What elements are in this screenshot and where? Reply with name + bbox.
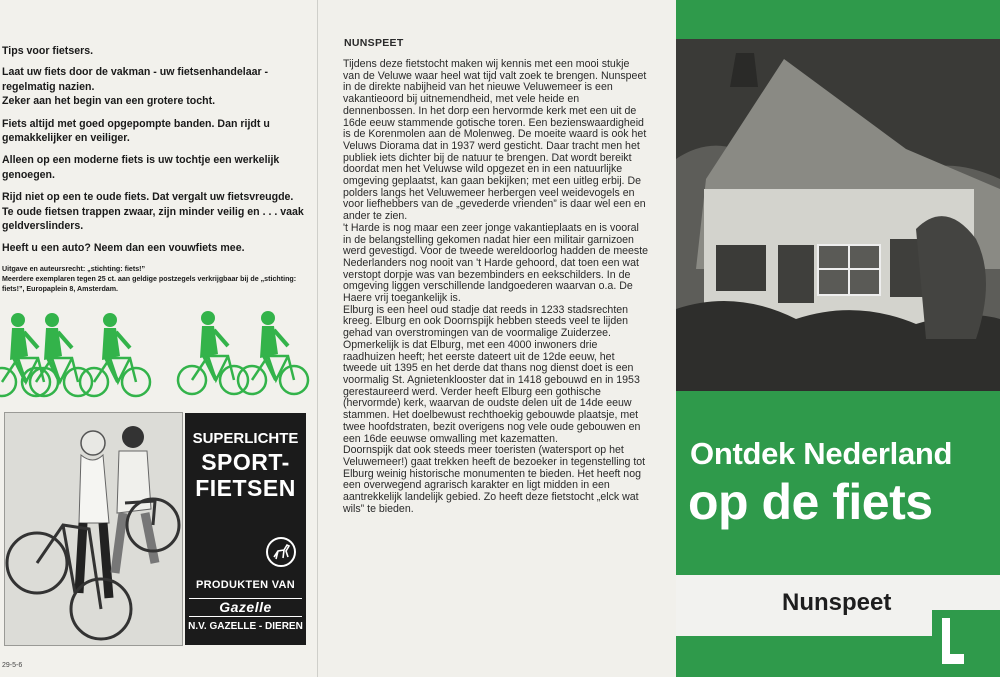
- cover-place-name: Nunspeet: [782, 589, 892, 616]
- publisher-note: [2, 264, 307, 294]
- tip-text: Heeft u een auto? Neem dan een vouwfiets mee.: [2, 242, 245, 255]
- cycling-tips: [2, 44, 307, 264]
- publisher-line: Meerdere exemplaren tegen 25 ct. aan geldige postzegels verkrijgbaar bij de „stichting: fiets!”, Europaplein 8, Amsterdam.: [2, 275, 297, 293]
- middle-panel: [317, 0, 676, 677]
- ad-line: SPORT-: [201, 449, 290, 475]
- ad-line: PRODUKTEN VAN: [195, 579, 296, 591]
- publisher-l-logo-icon: [932, 610, 1000, 677]
- paragraph: 't Harde is nog maar een zeer jonge vakantieplaats en is vooral in de belangstelling gekomen nadat hier een militair garnizoen werd gevestigd. Voor de tweede wereldoorlog hadden de meeste Nederlanders nog nooit van 't Harde gehoord, dat toen een wat verstopt dorpje was van bezembinders en eekschilders. In de omgeving liggen verschillende landgoederen waarvan o.a. De Haere vrij toegankelijk is.: [343, 221, 649, 305]
- cyclists-illustration: [0, 300, 317, 400]
- tip-text: Zeker aan het begin van een grotere tocht.: [2, 95, 216, 108]
- left-panel: [0, 0, 317, 677]
- section-title: NUNSPEET: [344, 37, 404, 49]
- tip-text: Fiets altijd met goed opgepompte banden. Dan rijdt u gemakkelijker en veiliger.: [2, 117, 270, 145]
- ad-headline: [185, 449, 306, 501]
- cover-title-line2: op de fiets: [688, 474, 933, 530]
- ad-line: N.V. GAZELLE - DIEREN: [188, 621, 303, 632]
- cover-title-line1: Ontdek Nederland: [690, 436, 953, 471]
- paragraph: Doornspijk dat ook steeds meer toeristen (watersport op het Veluwemeer!) gaat trekken heeft de bezoeker in tegenstelling tot Elburg weinig historische monumenten te bieden. Het heeft nog een overwegend agrarisch karakter en ligt midden in een aantrekkelijk landelijk gebied. Zo heeft deze fietstocht „elck wat wils” te bieden.: [343, 444, 646, 515]
- paragraph: Tijdens deze fietstocht maken wij kennis met een mooi stukje van de Veluwe waar heel wat tijd valt zoek te brengen. Nunspeet in de direkte nabijheid van het nieuwe Veluwemeer is een vakantieoord bij uitnemendheid, met vele heide en dennenbossen. In het dorp een hervormde kerk met een uit de 16de eeuw stammende gotische toren. Een bezienswaardigheid is de Korenmolen aan de Molenweg. De moeite waard is ook het Veluws Diorama dat in 1937 werd gesticht. Daar tracht men het publiek iets dichter bij de natuur te brengen. Dat wordt bereikt doordat men het Veluwse wild opgezet en in een natuurlijke omgeving geplaatst, kan gaan bekijken; met een uitleg erbij. De polders langs het Veluwemeer herbergen veel weidevogels en voor liefhebbers van de „gevederde vrienden” is daar wel een en ander te zien.: [343, 58, 647, 223]
- thatched-farmhouse-photo: [676, 39, 1000, 391]
- gazelle-brand-logo: Gazelle: [189, 598, 302, 617]
- publisher-line: Uitgave en auteursrecht: „stichting: fiets!”: [2, 265, 146, 273]
- cover-panel: [676, 0, 1000, 677]
- page-code: 29-5-6: [2, 662, 23, 669]
- tip-text: Alleen op een moderne fiets is uw tochtje een werkelijk genoegen.: [2, 154, 280, 181]
- couple-with-bicycles-photo: [4, 412, 183, 646]
- paragraph: Elburg is een heel oud stadje dat reeds in 1233 stadsrechten kreeg. Elburg en ook Doornspijk hebben steeds veel te lijden gehad van overstromingen van de voormalige Zuiderzee. Opmerkelijk is dat Elburg, met een 4000 inwoners drie raadhuizen heeft; het eerste dateert uit de 12de eeuw, het tweede uit 1395 en het derde dat thans nog dienst doet is een voormalig St. Agnietenklooster dat in 1418 gebouwd en in 1953 gerestaureerd werd. Verder heeft Elburg een gothische (hervormde) kerk, waarvan de oudste delen uit de 14de eeuw stammen. Het doelbewust rechthoekig gebouwde plaatsje, met twee hoofdstraten, bezit overigens nog vele oude gebouwen en een 16de eeuwse omwalling met kazematten.: [343, 303, 641, 445]
- tips-heading: Tips voor fietsers.: [2, 45, 94, 57]
- ad-line: SUPERLICHTE: [192, 430, 299, 447]
- ad-line: FIETSEN: [195, 475, 296, 501]
- tip-text: Rijd niet op een te oude fiets. Dat vergalt uw fietsvreugde. Te oude fietsen trappen zwaar, zijn minder veilig en . . . vaak geldverslinders.: [2, 191, 304, 233]
- article-body: [343, 59, 649, 515]
- tip-text: Laat uw fiets door de vakman - uw fietsenhandelaar - regelmatig nazien.: [2, 66, 269, 93]
- gazelle-antelope-icon: [266, 537, 296, 567]
- gazelle-advertisement: [185, 413, 306, 645]
